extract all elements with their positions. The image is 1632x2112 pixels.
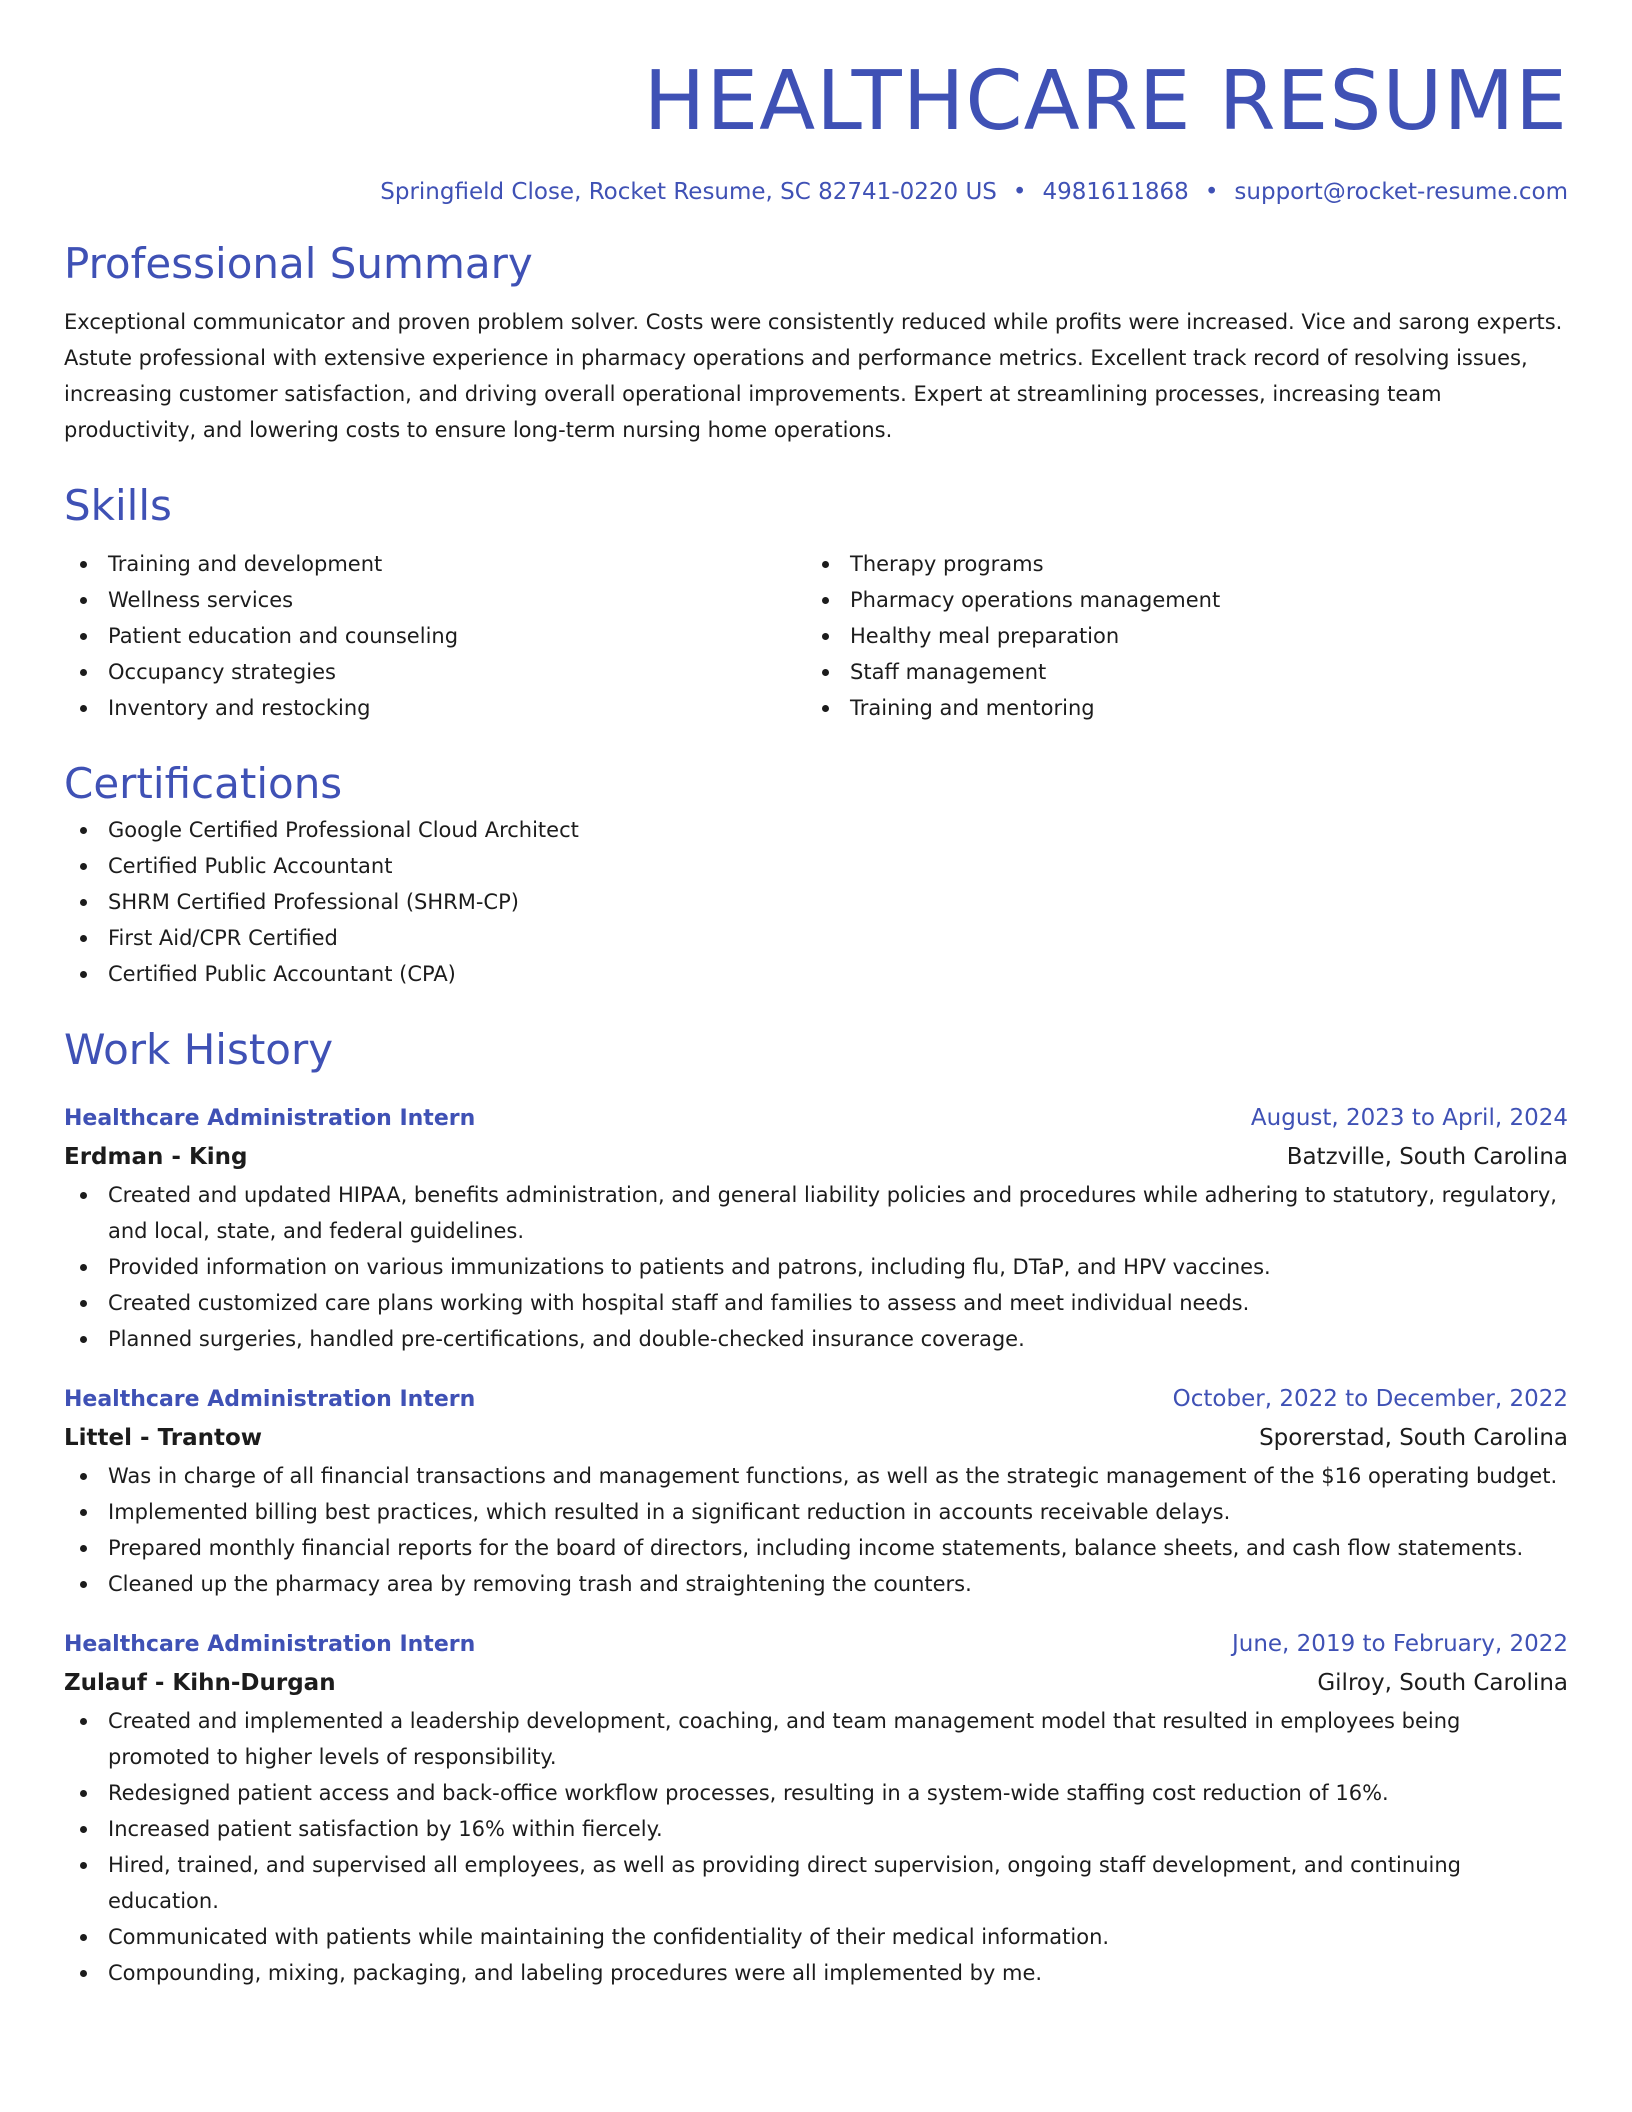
job-location: Batzville, South Carolina bbox=[1286, 1144, 1568, 1170]
job-dates: August, 2023 to April, 2024 bbox=[1250, 1105, 1568, 1131]
job-duty-item: Increased patient satisfaction by 16% within fiercely. bbox=[64, 1811, 1568, 1847]
skill-item: Patient education and counseling bbox=[64, 618, 806, 654]
skills-column-right bbox=[806, 546, 1548, 726]
job-title: Healthcare Administration Intern bbox=[64, 1632, 476, 1657]
job-location: Gilroy, South Carolina bbox=[1317, 1670, 1568, 1696]
job-entry bbox=[64, 1381, 1568, 1602]
skills-grid bbox=[64, 546, 1568, 726]
job-dates: June, 2019 to February, 2022 bbox=[1231, 1631, 1568, 1657]
contact-address: Springfield Close, Rocket Resume, SC 82741-0220 US bbox=[380, 179, 997, 205]
job-title: Healthcare Administration Intern bbox=[64, 1106, 476, 1131]
skill-item: Training and mentoring bbox=[806, 690, 1548, 726]
skill-item: Therapy programs bbox=[806, 546, 1548, 582]
job-duty-item: Hired, trained, and supervised all employees, as well as providing direct supervision, ongoing staff development, and continuing education. bbox=[64, 1847, 1568, 1919]
job-duty-item: Compounding, mixing, packaging, and labeling procedures were all implemented by me. bbox=[64, 1955, 1568, 1991]
resume-title: HEALTHCARE RESUME bbox=[643, 54, 1568, 149]
certification-item: First Aid/CPR Certified bbox=[64, 920, 1568, 956]
job-header-row bbox=[64, 1626, 1568, 1663]
job-entry bbox=[64, 1100, 1568, 1357]
job-duties-list bbox=[64, 1177, 1568, 1357]
work-history-heading: Work History bbox=[64, 1025, 334, 1074]
job-duty-item: Redesigned patient access and back-office workflow processes, resulting in a system-wide staffing cost reduction of 16%. bbox=[64, 1775, 1568, 1811]
contact-separator: • bbox=[1204, 179, 1219, 205]
job-duty-item: Cleaned up the pharmacy area by removing trash and straightening the counters. bbox=[64, 1566, 1568, 1602]
summary-text: Exceptional communicator and proven problem solver. Costs were consistently reduced while profits were increased. Vice and sarong experts. Astute professional with extensive experience in pharmacy operations and performance metrics. Excellent track record of resolving issues, increasing customer satisfaction, and driving overall operational improvements. Expert at streamlining processes, increasing team productivity, and lowering costs to ensure long-term nursing home operations. bbox=[64, 310, 1563, 442]
certification-item: Certified Public Accountant (CPA) bbox=[64, 956, 1568, 992]
certifications-heading: Certifications bbox=[64, 759, 343, 808]
job-header-row bbox=[64, 1100, 1568, 1137]
skill-item: Wellness services bbox=[64, 582, 806, 618]
resume-page bbox=[64, 0, 1568, 1991]
contact-line bbox=[64, 176, 1568, 208]
job-duties-list bbox=[64, 1458, 1568, 1602]
job-dates: October, 2022 to December, 2022 bbox=[1172, 1386, 1568, 1412]
summary-heading: Professional Summary bbox=[64, 239, 533, 288]
job-duty-item: Communicated with patients while maintaining the confidentiality of their medical information. bbox=[64, 1919, 1568, 1955]
skill-item: Staff management bbox=[806, 654, 1548, 690]
job-duties-list bbox=[64, 1703, 1568, 1991]
contact-phone: 4981611868 bbox=[1042, 179, 1189, 205]
skills-list-left bbox=[64, 546, 806, 726]
job-duty-item: Created and implemented a leadership development, coaching, and team management model that resulted in employees being promoted to higher levels of responsibility. bbox=[64, 1703, 1568, 1775]
job-duty-item: Planned surgeries, handled pre-certifications, and double-checked insurance coverage. bbox=[64, 1321, 1568, 1357]
job-company-row bbox=[64, 1137, 1568, 1177]
job-duty-item: Implemented billing best practices, which resulted in a significant reduction in accounts receivable delays. bbox=[64, 1494, 1568, 1530]
job-location: Sporerstad, South Carolina bbox=[1259, 1425, 1568, 1451]
job-duty-item: Created customized care plans working with hospital staff and families to assess and meet individual needs. bbox=[64, 1285, 1568, 1321]
certification-item: Certified Public Accountant bbox=[64, 848, 1568, 884]
job-duty-item: Created and updated HIPAA, benefits administration, and general liability policies and procedures while adhering to statutory, regulatory, and local, state, and federal guidelines. bbox=[64, 1177, 1568, 1249]
certifications-list bbox=[64, 812, 1568, 992]
job-company: Zulauf - Kihn-Durgan bbox=[64, 1670, 336, 1696]
job-entry bbox=[64, 1626, 1568, 1991]
job-duty-item: Prepared monthly financial reports for the board of directors, including income statements, balance sheets, and cash flow statements. bbox=[64, 1530, 1568, 1566]
skills-column-left bbox=[64, 546, 806, 726]
certification-item: SHRM Certified Professional (SHRM-CP) bbox=[64, 884, 1568, 920]
certification-item: Google Certified Professional Cloud Architect bbox=[64, 812, 1568, 848]
skill-item: Inventory and restocking bbox=[64, 690, 806, 726]
job-company: Erdman - King bbox=[64, 1144, 248, 1170]
job-duty-item: Provided information on various immunizations to patients and patrons, including flu, DTaP, and HPV vaccines. bbox=[64, 1249, 1568, 1285]
job-company: Littel - Trantow bbox=[64, 1425, 263, 1451]
skill-item: Training and development bbox=[64, 546, 806, 582]
skill-item: Occupancy strategies bbox=[64, 654, 806, 690]
job-duty-item: Was in charge of all financial transactions and management functions, as well as the strategic management of the $16 operating budget. bbox=[64, 1458, 1568, 1494]
job-company-row bbox=[64, 1663, 1568, 1703]
contact-separator: • bbox=[1012, 179, 1027, 205]
skill-item: Pharmacy operations management bbox=[806, 582, 1548, 618]
skill-item: Healthy meal preparation bbox=[806, 618, 1548, 654]
job-company-row bbox=[64, 1418, 1568, 1458]
job-header-row bbox=[64, 1381, 1568, 1418]
skills-heading: Skills bbox=[64, 481, 172, 530]
contact-email[interactable]: support@rocket-resume.com bbox=[1234, 179, 1568, 205]
skills-list-right bbox=[806, 546, 1548, 726]
job-title: Healthcare Administration Intern bbox=[64, 1387, 476, 1412]
